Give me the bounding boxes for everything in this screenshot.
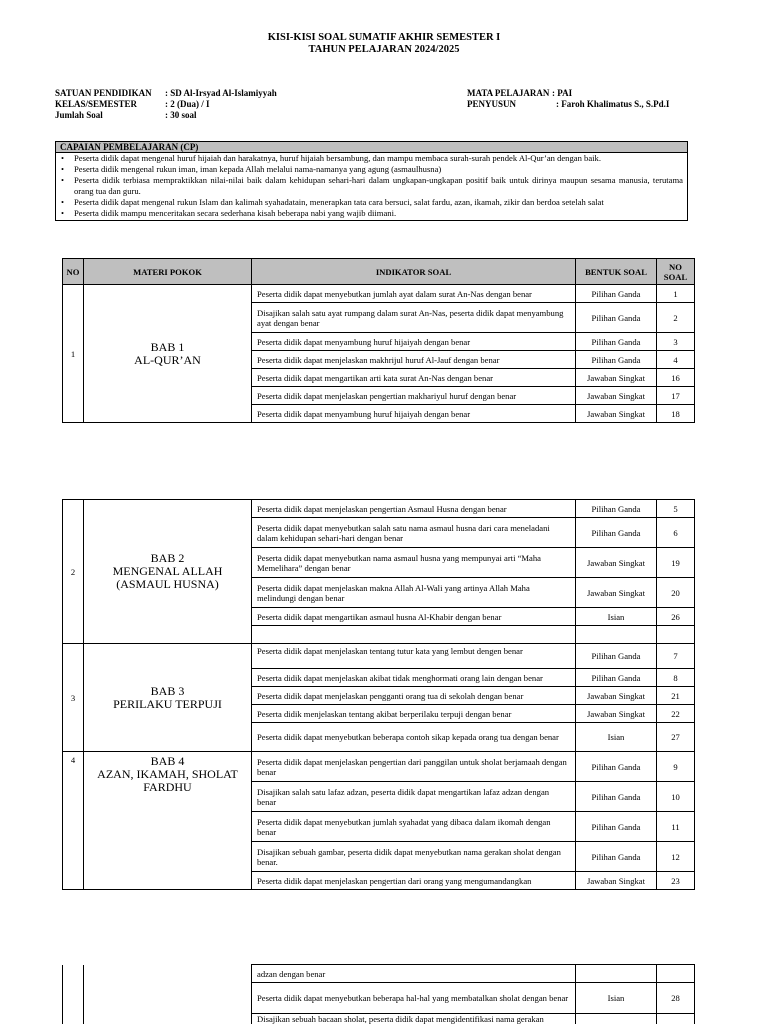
- nosoal-cell: 21: [657, 687, 695, 705]
- materi-line1: BAB 3: [150, 683, 185, 698]
- satuan-label: SATUAN PENDIDIKAN: [55, 88, 152, 98]
- col-header-no: NO: [63, 259, 84, 285]
- kisi-table-continuation: [62, 964, 695, 1024]
- indikator-cell: Peserta didik dapat menjelaskan pengertian dari orang yang mengumandangkan: [252, 872, 576, 890]
- indikator-cell: Disajikan salah satu ayat rumpang dalam surat An-Nas, peserta didik dapat menyambung ayat dengan benar: [252, 303, 576, 333]
- capaian-pembelajaran-box: [55, 141, 688, 221]
- penyusun-value: : Faroh Khalimatus S., S.Pd.I: [556, 99, 670, 109]
- materi-cell-continued: [84, 965, 252, 1024]
- indikator-cell: Peserta didik dapat menjelaskan makhrijul huruf Al-Jauf dengan benar: [252, 351, 576, 369]
- indikator-cell: adzan dengan benar: [252, 965, 576, 983]
- indikator-cell: Peserta didik dapat menjelaskan pengganti orang tua di sekolah dengan benar: [252, 687, 576, 705]
- indikator-cell: Peserta didik dapat menyebutkan nama asmaul husna yang mempunyai arti “Maha Memelihara” dengan benar: [252, 548, 576, 578]
- bentuk-cell: Pilihan Ganda: [576, 782, 657, 812]
- info-satuan: [55, 88, 277, 99]
- nosoal-cell: 26: [657, 608, 695, 626]
- cp-item: • Peserta didik mampu menceritakan secara sederhana kisah beberapa nabi yang wajib diimani.: [60, 208, 683, 219]
- indikator-cell: Peserta didik dapat menyambung huruf hijaiyah dengan benar: [252, 333, 576, 351]
- cp-item: • Peserta didik dapat mengenal huruf hijaiah dan harakatnya, huruf hijaiah bersambung, dan mampu membaca surah-surah pendek Al-Qur’an dengan baik.: [60, 153, 683, 164]
- materi-line1: BAB 4: [150, 754, 185, 768]
- materi-line1: BAB 1: [150, 339, 185, 354]
- kisi-table-bab2-4: [62, 499, 695, 890]
- indikator-cell: Peserta didik dapat menyebutkan jumlah ayat dalam surat An-Nas dengan benar: [252, 285, 576, 303]
- bentuk-cell: Jawaban Singkat: [576, 705, 657, 723]
- table-row: [63, 752, 695, 782]
- cp-item: • Peserta didik mengenal rukun iman, iman kepada Allah melalui nama-namanya yang agung (asmaulhusna): [60, 164, 683, 175]
- mapel-value: : PAI: [552, 88, 573, 98]
- table-row: [63, 965, 695, 983]
- nosoal-cell: 11: [657, 812, 695, 842]
- nosoal-line2: SOAL: [663, 271, 688, 282]
- indikator-cell: Peserta didik dapat menyebutkan jumlah syahadat yang dibaca dalam ikomah dengan benar: [252, 812, 576, 842]
- mapel-label: MATA PELAJARAN: [467, 88, 550, 98]
- cp-heading: CAPAIAN PEMBELAJARAN (CP): [56, 142, 687, 153]
- indikator-cell: Peserta didik dapat menjelaskan pengertian dari panggilan untuk sholat berjamaah dengan benar: [252, 752, 576, 782]
- bentuk-cell: Jawaban Singkat: [576, 687, 657, 705]
- materi-line3: FARDHU: [143, 780, 192, 794]
- bentuk-cell: Pilihan Ganda: [576, 500, 657, 518]
- bentuk-cell: Jawaban Singkat: [576, 872, 657, 890]
- materi-line2: AZAN, IKAMAH, SHOLAT: [97, 767, 238, 781]
- bentuk-cell-empty: [576, 626, 657, 644]
- bentuk-cell: Jawaban Singkat: [576, 387, 657, 405]
- bentuk-cell: Pilihan Ganda: [576, 842, 657, 872]
- nosoal-cell: 28: [657, 983, 695, 1014]
- nosoal-line1: NO: [669, 261, 682, 272]
- bentuk-cell: Pilihan Ganda: [576, 752, 657, 782]
- indikator-cell: Peserta didik menjelaskan tentang akibat berperilaku terpuji dengan benar: [252, 705, 576, 723]
- nosoal-cell: 6: [657, 518, 695, 548]
- nosoal-cell: 9: [657, 752, 695, 782]
- bentuk-cell: [576, 965, 657, 983]
- bab-number: 3: [63, 644, 84, 752]
- bentuk-cell: Jawaban Singkat: [576, 405, 657, 423]
- materi-line2: PERILAKU TERPUJI: [113, 696, 222, 711]
- jumlah-value: : 30 soal: [165, 110, 197, 120]
- bentuk-cell: [576, 1014, 657, 1024]
- info-kelas: [55, 99, 210, 110]
- col-header-nosoal: [657, 259, 695, 285]
- bentuk-cell: Pilihan Ganda: [576, 518, 657, 548]
- bentuk-cell: Jawaban Singkat: [576, 578, 657, 608]
- bentuk-cell: Jawaban Singkat: [576, 369, 657, 387]
- materi-line3: (ASMAUL HUSNA): [116, 577, 219, 591]
- nosoal-cell: 1: [657, 285, 695, 303]
- nosoal-cell: 17: [657, 387, 695, 405]
- bab-number: 1: [63, 285, 84, 423]
- bentuk-cell: Isian: [576, 983, 657, 1014]
- bentuk-cell: Pilihan Ganda: [576, 644, 657, 669]
- nosoal-cell: 5: [657, 500, 695, 518]
- indikator-cell: Peserta didik dapat mengartikan arti kata surat An-Nas dengan benar: [252, 369, 576, 387]
- nosoal-cell-empty: [657, 626, 695, 644]
- nosoal-cell: 3: [657, 333, 695, 351]
- nosoal-cell: 16: [657, 369, 695, 387]
- indikator-cell: Disajikan sebuah gambar, peserta didik dapat menyebutkan nama gerakan sholat dengan benar.: [252, 842, 576, 872]
- nosoal-cell: 22: [657, 705, 695, 723]
- indikator-cell: Peserta didik dapat menjelaskan makna Allah Al-Wali yang artinya Allah Maha melindungi dengan benar: [252, 578, 576, 608]
- col-header-materi: MATERI POKOK: [84, 259, 252, 285]
- kisi-table-bab1: [62, 258, 695, 423]
- nosoal-cell: 2: [657, 303, 695, 333]
- bentuk-cell: Pilihan Ganda: [576, 285, 657, 303]
- info-penyusun: [467, 99, 669, 110]
- bentuk-cell: Isian: [576, 723, 657, 752]
- bentuk-cell: Pilihan Ganda: [576, 351, 657, 369]
- satuan-value: : SD Al-Irsyad Al-Islamiyyah: [165, 88, 277, 98]
- info-mapel: [467, 88, 572, 99]
- materi-line2: MENGENAL ALLAH: [112, 564, 223, 578]
- cp-item: • Peserta didik terbiasa mempraktikkan nilai-nilai baik dalam kehidupan sehari-hari dalam ungkapan-ungkapan positif baik untuk dirinya maupun sesama manusia, terutama orang tua dan guru.: [60, 175, 683, 197]
- nosoal-cell: [657, 965, 695, 983]
- materi-line2: AL-QUR’AN: [134, 352, 201, 367]
- kelas-value: : 2 (Dua) / I: [165, 99, 210, 109]
- nosoal-cell: 10: [657, 782, 695, 812]
- table-row: [63, 500, 695, 518]
- kelas-label: KELAS/SEMESTER: [55, 99, 138, 109]
- indikator-cell: Peserta didik dapat menyambung huruf hijaiyah dengan benar: [252, 405, 576, 423]
- nosoal-cell: 20: [657, 578, 695, 608]
- indikator-cell: Peserta didik dapat menjelaskan akibat tidak menghormati orang lain dengan benar: [252, 669, 576, 687]
- table-row: [63, 285, 695, 303]
- indikator-cell: Peserta didik dapat menjelaskan pengertian makhariyul huruf dengan benar: [252, 387, 576, 405]
- materi-line1: BAB 2: [150, 551, 185, 565]
- nosoal-cell: 12: [657, 842, 695, 872]
- cp-list: [56, 153, 687, 220]
- bab-number-continued: [63, 965, 84, 1024]
- nosoal-cell: 23: [657, 872, 695, 890]
- nosoal-cell: 18: [657, 405, 695, 423]
- table-header-row: [63, 259, 695, 285]
- nosoal-cell: [657, 1014, 695, 1024]
- col-header-bentuk: BENTUK SOAL: [576, 259, 657, 285]
- bab-number: 4: [63, 752, 84, 890]
- col-header-indikator: INDIKATOR SOAL: [252, 259, 576, 285]
- doc-title-line1: KISI-KISI SOAL SUMATIF AKHIR SEMESTER I: [267, 32, 501, 43]
- doc-title-line2: TAHUN PELAJARAN 2024/2025: [308, 44, 460, 55]
- indikator-cell: Disajikan sebuah bacaan sholat, peserta didik dapat mengidentifikasi nama gerakan: [252, 1014, 576, 1024]
- penyusun-label: PENYUSUN: [467, 99, 517, 109]
- bentuk-cell: Isian: [576, 608, 657, 626]
- bentuk-cell: Pilihan Ganda: [576, 303, 657, 333]
- bentuk-cell: Pilihan Ganda: [576, 669, 657, 687]
- indikator-cell: Peserta didik dapat menyebutkan beberapa hal-hal yang membatalkan sholat dengan benar: [252, 983, 576, 1014]
- info-jumlah: [55, 110, 197, 121]
- nosoal-cell: 27: [657, 723, 695, 752]
- nosoal-cell: 8: [657, 669, 695, 687]
- jumlah-label: Jumlah Soal: [55, 110, 103, 120]
- materi-cell: [84, 285, 252, 423]
- nosoal-cell: 4: [657, 351, 695, 369]
- table-row: [63, 644, 695, 669]
- bentuk-cell: Jawaban Singkat: [576, 548, 657, 578]
- bentuk-cell: Pilihan Ganda: [576, 812, 657, 842]
- indikator-cell: Peserta didik dapat menyebutkan beberapa contoh sikap kepada orang tua dengan benar: [252, 723, 576, 752]
- indikator-cell-empty: [252, 626, 576, 644]
- bentuk-cell: Pilihan Ganda: [576, 333, 657, 351]
- nosoal-cell: 7: [657, 644, 695, 669]
- indikator-cell: Peserta didik dapat menjelaskan tentang tutur kata yang lembut dengen benar: [252, 644, 576, 669]
- nosoal-cell: 19: [657, 548, 695, 578]
- indikator-cell: Peserta didik dapat menjelaskan pengertian Asmaul Husna dengan benar: [252, 500, 576, 518]
- materi-cell: [84, 500, 252, 644]
- indikator-cell: Peserta didik dapat mengartikan asmaul husna Al-Khabir dengan benar: [252, 608, 576, 626]
- cp-item: • Peserta didik dapat mengenal rukun Islam dan kalimah syahadatain, menerapkan tata cara bersuci, salat fardu, azan, ikamah, zikir dan berdoa setelah salat: [60, 197, 683, 208]
- indikator-cell: Peserta didik dapat menyebutkan salah satu nama asmaul husna dari cara meneladani dalam kehidupan sehari-hari dengan benar: [252, 518, 576, 548]
- materi-cell: [84, 752, 252, 890]
- bab-number: 2: [63, 500, 84, 644]
- indikator-cell: Disajikan salah satu lafaz adzan, peserta didik dapat mengartikan lafaz adzan dengan benar: [252, 782, 576, 812]
- materi-cell: [84, 644, 252, 752]
